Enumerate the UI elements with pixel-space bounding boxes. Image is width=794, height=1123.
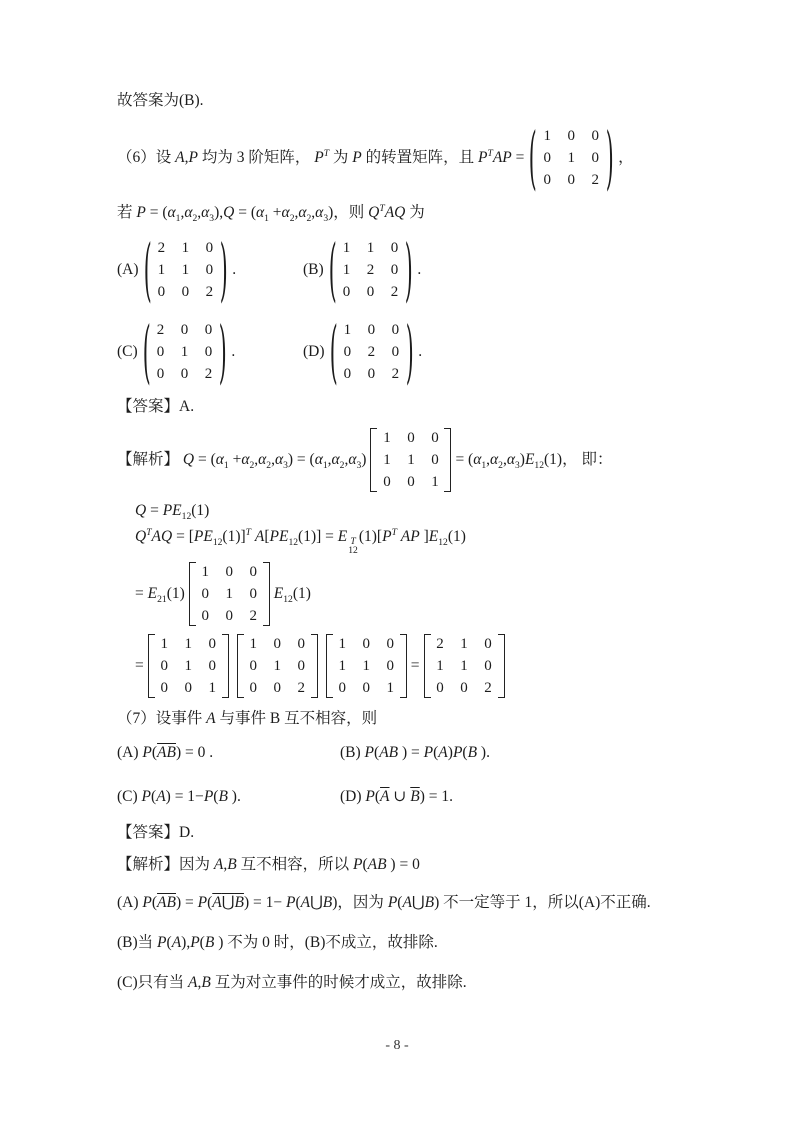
q6-deriv3-matrix: 1 0 0 0 1 0 0 0 2 [189, 560, 270, 628]
q6-analysis-matrix: 1 0 0 1 1 0 0 0 1 [370, 426, 451, 494]
q6-stem-matrix: ( 1 0 0 0 1 0 0 0 2 ) [529, 118, 614, 198]
q6-option-b-period: . [417, 261, 422, 278]
q7-options [117, 742, 684, 808]
q6-deriv3-pre: = $E_{21}(1)$ [135, 585, 185, 606]
q6-option-c-period: . [231, 343, 236, 360]
q6-option-b-matrix: ( 1 1 0 1 2 0 0 0 2 ) [328, 230, 413, 310]
q6-option-a-period: . [232, 261, 237, 278]
q6-option-a-label: (A) [117, 261, 139, 278]
q6-deriv4-matrix2: 1 0 0 0 1 0 0 0 2 [237, 632, 318, 700]
q7-answer-line: 【答案】D. [117, 824, 195, 842]
q6-deriv4-eq2: = [410, 657, 420, 675]
q6-analysis-line [117, 426, 684, 494]
q6-option-b-label: (B) [303, 261, 324, 278]
q6-stem-comma: ， [618, 149, 634, 166]
q6-option-c [117, 312, 303, 392]
q6-stem-text: （6）设 A,P 均为 3 阶矩阵， $P^T$ 为 P 的转置矩阵，且 $P^TAP$ = [117, 147, 525, 166]
q6-option-c-label: (C) [117, 343, 138, 360]
q6-deriv4-matrix1: 1 1 0 0 1 0 0 0 1 [148, 632, 229, 700]
question-6-stem [117, 118, 684, 198]
q7-option-a: (A) $P(\overline{AB}) = 0$ . [117, 744, 214, 762]
q6-answer-line: 【答案】A. [117, 398, 195, 415]
q6-deriv4-matrix3: 1 0 0 1 1 0 0 0 1 [326, 632, 407, 700]
q7-analysis-line: 【解析】因为 A,B 互不相容，所以 P(AB ) = 0 [117, 856, 420, 874]
q7-explanation-a: (A) $P(\overline{AB})$ = P(A⋃B) = 1− P(A⋃B)，因为 P(A⋃B) 不一定等于 1，所以(A)不正确. [117, 894, 651, 912]
q6-derivation-3 [135, 560, 684, 628]
q6-option-c-matrix: ( 2 0 0 0 1 0 0 0 2 ) [142, 312, 227, 392]
prev-answer-line: 故答案为(B). [117, 92, 204, 109]
q7-explanation-c: (C)只有当 A,B 互为对立事件的时候才成立，故排除. [117, 974, 467, 992]
q6-options [117, 230, 684, 392]
q6-option-a-matrix: ( 2 1 0 1 1 0 0 0 2 ) [143, 230, 228, 310]
q6-option-d-period: . [418, 343, 423, 360]
q6-derivation-2: $Q^TAQ = [PE_{12}(1)]^T$ $A[PE_{12}(1)] = E$ T 12 $(1)[P^T$ AP ]$E_{12}(1)$ [135, 526, 466, 557]
q7-option-b: (B) P(AB ) = P(A)P(B ). [340, 744, 490, 762]
q6-option-a [117, 230, 303, 310]
q6-deriv4-eq1: = [135, 657, 144, 675]
q6-option-d [303, 312, 423, 392]
q7-option-d: (D) $P(\overline{A}$ ∪ $\overline{B}) = 1$. [340, 788, 454, 806]
q6-option-b [303, 230, 422, 310]
q6-derivation-4 [135, 632, 684, 700]
q6-analysis-pre: 【解析】 $Q = (\alpha_1 +\alpha_2,\alpha_2,\alpha_3) = (\alpha_1,\alpha_2,\alpha_3)$ [117, 451, 367, 472]
q6-derivation-1: $Q = PE_{12}(1)$ [135, 502, 210, 523]
question-6-stem-line2: 若 $P = (\alpha_1,\alpha_2,\alpha_3),Q = (\alpha_1 +\alpha_2,\alpha_2,\alpha_3)$，则 $Q^TAQ$ 为 [117, 202, 425, 225]
q7-explanation-b: (B)当 P(A),P(B ) 不为 0 时，(B)不成立，故排除. [117, 934, 438, 952]
q6-option-d-matrix: ( 1 0 0 0 2 0 0 0 2 ) [329, 312, 414, 392]
q6-analysis-post: = $(\alpha_1,\alpha_2,\alpha_3)E_{12}(1)$， 即： [455, 451, 613, 472]
page-number: - 8 - [385, 1038, 409, 1053]
question-7-stem: （7）设事件 A 与事件 B 互不相容，则 [117, 710, 378, 728]
q7-option-c: (C) P(A) = 1−P(B ). [117, 788, 241, 806]
q6-deriv3-post: $E_{12}(1)$ [273, 585, 311, 606]
q6-option-d-label: (D) [303, 343, 325, 360]
q6-deriv4-matrix4: 2 1 0 1 1 0 0 0 2 [424, 632, 505, 700]
